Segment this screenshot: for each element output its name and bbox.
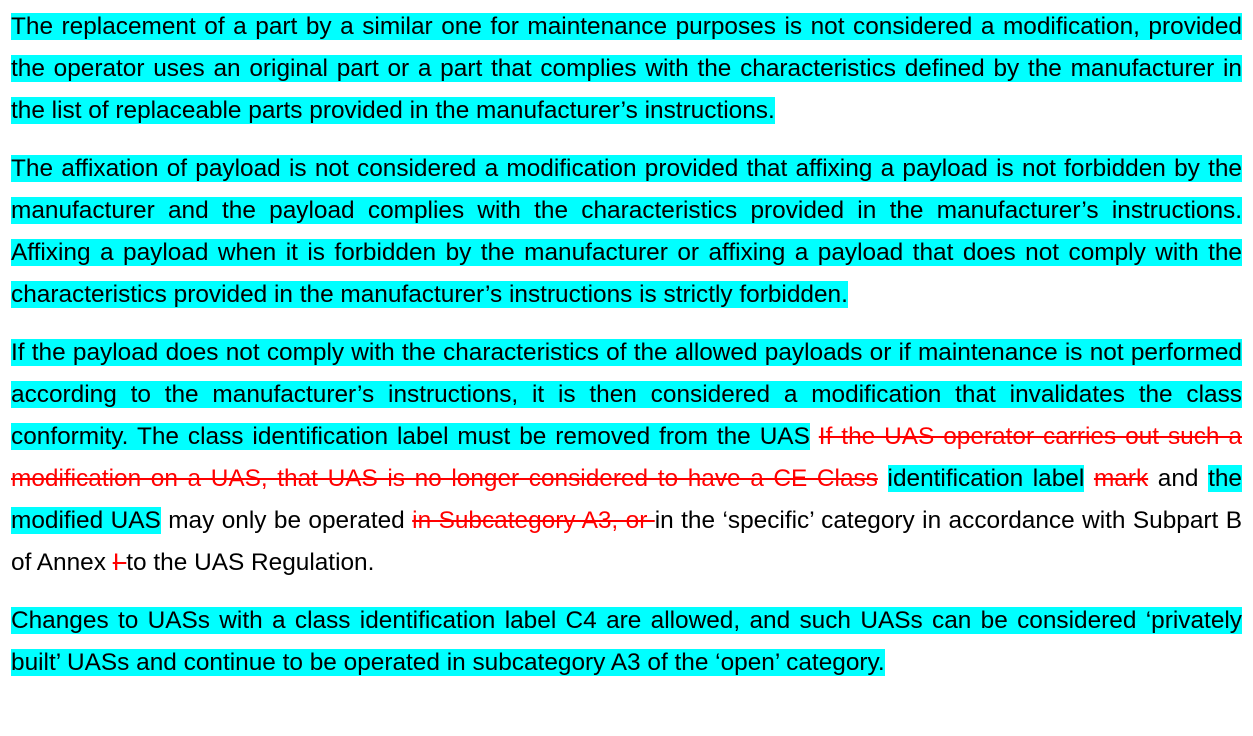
- paragraph-1: [11, 6, 1242, 132]
- deleted-text: mark: [1093, 465, 1149, 492]
- plain-text: [1084, 465, 1094, 492]
- deleted-text: If the UAS operator carries out such a modification on a UAS, that UAS is no longer considered to have a CE Class: [11, 423, 1242, 492]
- highlighted-text: Changes to UASs with a class identification label C4 are allowed, and such UASs can be considered ‘privately built’ UASs and continue to be operated in subcategory A3 of the ‘open’ category.: [11, 607, 1242, 676]
- deleted-text: in Subcategory A3, or: [412, 507, 655, 534]
- highlighted-text: The affixation of payload is not considered a modification provided that affixing a payload is not forbidden by the manufacturer and the payload complies with the characteristics provided in the manufacturer’s instructions. Affixing a payload when it is forbidden by the manufacturer or affixing a payload that does not comply with the characteristics provided in the manufacturer’s instructions is strictly forbidden.: [11, 155, 1242, 308]
- highlighted-text: the modified UAS: [11, 465, 1243, 534]
- plain-text: and: [1148, 465, 1209, 492]
- paragraph-3: [11, 332, 1242, 584]
- highlighted-text: The replacement of a part by a similar one for maintenance purposes is not considered a modification, provided the operator uses an original part or a part that complies with the characteristics defined by the manufacturer in the list of replaceable parts provided in the manufacturer’s instructions.: [11, 13, 1242, 124]
- highlighted-text: identification label: [887, 465, 1085, 492]
- plain-text: in the ‘specific’ category in accordance with Subpart B of Annex: [11, 507, 1243, 576]
- deleted-text: I: [112, 549, 127, 576]
- plain-text: [878, 465, 888, 492]
- plain-text: to the UAS Regulation.: [126, 549, 375, 576]
- highlighted-text: If the payload does not comply with the characteristics of the allowed payloads or if maintenance is not performed according to the manufacturer’s instructions, it is then considered a modification that invalidates the class conformity. The class identification label must be removed from the UAS: [11, 339, 1242, 450]
- paragraph-2: [11, 148, 1242, 316]
- plain-text: [810, 423, 819, 450]
- plain-text: may only be operated: [160, 507, 413, 534]
- paragraph-4: [11, 600, 1242, 684]
